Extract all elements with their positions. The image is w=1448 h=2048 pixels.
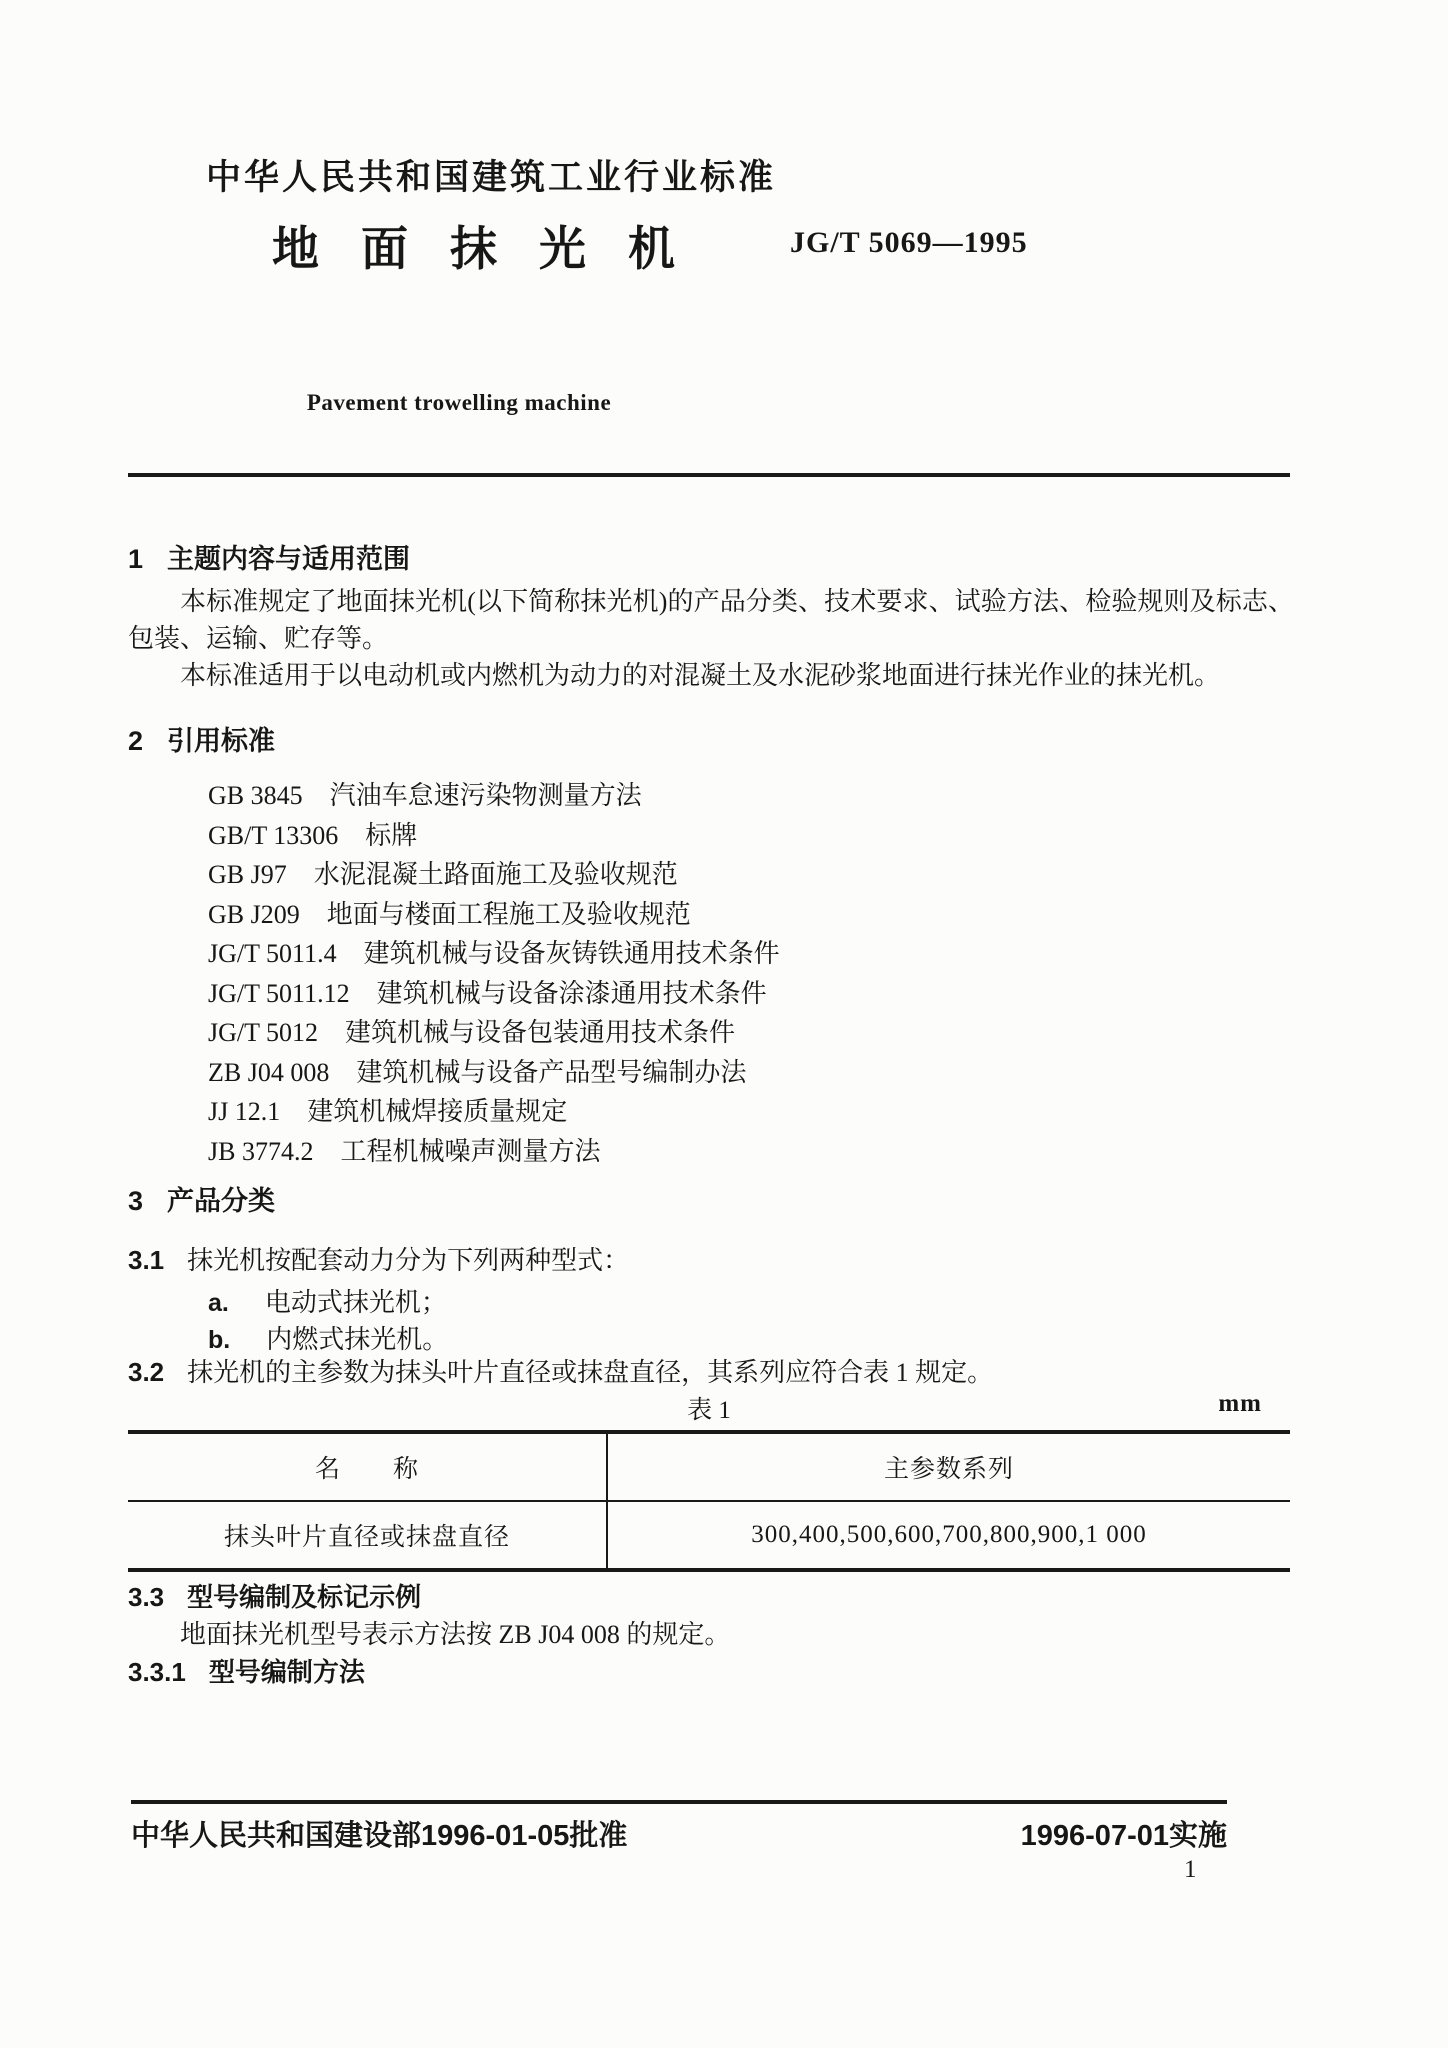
list-item-a-marker: a. — [208, 1289, 229, 1317]
list-item-b — [208, 1319, 448, 1356]
table1-cell-parameter-name — [128, 1502, 608, 1568]
document-title-cn: 地面抹光机 — [272, 222, 717, 275]
reference-code: ZB J04 008 — [208, 1057, 330, 1087]
clause-3-3-1-text: 型号编制方法 — [208, 1657, 365, 1687]
table1-unit-label: mm — [1218, 1390, 1262, 1417]
section1-body — [128, 583, 1294, 694]
reference-code: GB J97 — [208, 860, 287, 889]
implementation-statement — [1021, 1813, 1227, 1854]
reference-code: JB 3774.2 — [208, 1136, 314, 1166]
reference-code: GB 3845 — [208, 781, 303, 810]
implementation-date: 1996-07-01 — [1020, 1820, 1169, 1852]
section2-heading-text: 引用标准 — [167, 726, 276, 756]
reference-item — [208, 974, 780, 1014]
reference-item — [208, 855, 780, 895]
section1-number: 1 — [128, 544, 144, 574]
approval-date: 1996-01-05 — [421, 1820, 570, 1852]
table1-header-cell-series — [608, 1434, 1290, 1500]
section1-paragraph-2: 本标准适用于以电动机或内燃机为动力的对混凝土及水泥砂浆地面进行抹光作业的抹光机。 — [180, 661, 1221, 690]
section1-heading-text: 主题内容与适用范围 — [167, 544, 411, 574]
reference-code: JG/T 5012 — [208, 1018, 319, 1047]
reference-title: 建筑机械与设备涂漆通用技术条件 — [376, 978, 767, 1008]
reference-code: GB J209 — [208, 899, 300, 929]
clause-3-3-1 — [128, 1652, 365, 1689]
clause-3-2 — [128, 1352, 993, 1389]
section1-heading — [128, 537, 410, 576]
list-item-b-text: 内燃式抹光机。 — [266, 1325, 449, 1354]
standard-class-title: 中华人民共和国建筑工业行业标准 — [206, 158, 777, 197]
approval-label: 批准 — [569, 1820, 628, 1852]
approval-org: 中华人民共和国建设部 — [131, 1820, 422, 1852]
table1-caption: 表 1 — [687, 1397, 731, 1424]
list-item-a — [208, 1282, 447, 1319]
reference-item — [208, 895, 780, 935]
clause-3-1-text: 抹光机按配套动力分为下列两种型式： — [187, 1246, 630, 1275]
reference-item — [208, 1132, 780, 1172]
clause-3-3 — [128, 1577, 421, 1614]
clause-3-3-text: 型号编制及标记示例 — [187, 1582, 422, 1612]
section1-paragraph-1: 本标准规定了地面抹光机(以下简称抹光机)的产品分类、技术要求、试验方法、检验规则及标志、包装、运输、贮存等。 — [128, 587, 1294, 653]
clause-3-2-number: 3.2 — [128, 1357, 165, 1387]
reference-title: 汽油车怠速污染物测量方法 — [329, 781, 642, 810]
reference-title: 建筑机械与设备包装通用技术条件 — [345, 1018, 736, 1047]
header-divider-rule — [128, 473, 1290, 477]
table1-header-cell-name — [128, 1434, 608, 1500]
footer-row — [131, 1813, 1227, 1854]
clause-3-1-number: 3.1 — [128, 1245, 165, 1275]
clause-3-2-text: 抹光机的主参数为抹头叶片直径或抹盘直径，其系列应符合表 1 规定。 — [187, 1358, 994, 1387]
document-title-en: Pavement trowelling machine — [306, 390, 612, 415]
reference-code: JJ 12.1 — [208, 1097, 281, 1126]
standard-number: JG/T 5069—1995 — [790, 226, 1028, 259]
table1-parameter-name-text: 抹头叶片直径或抹盘直径 — [223, 1524, 510, 1551]
reference-title: 水泥混凝土路面施工及验收规范 — [313, 860, 678, 889]
clause-3-3-number: 3.3 — [128, 1582, 165, 1612]
reference-title: 建筑机械焊接质量规定 — [307, 1097, 568, 1126]
approval-statement — [131, 1813, 627, 1854]
reference-title: 建筑机械与设备灰铸铁通用技术条件 — [363, 939, 780, 968]
referenced-standards-list — [208, 776, 780, 1171]
reference-code: JG/T 5011.12 — [208, 978, 350, 1008]
table1-parameter-values-text: 300,400,500,600,700,800,900,1 000 — [751, 1521, 1147, 1548]
table1-cell-parameter-values — [608, 1502, 1290, 1568]
table1-header-row — [128, 1434, 1290, 1502]
table1 — [128, 1430, 1290, 1572]
reference-item — [208, 1013, 780, 1053]
table1-caption-row — [128, 1390, 1290, 1422]
reference-title: 标牌 — [365, 820, 418, 850]
footer-divider-rule — [131, 1800, 1227, 1804]
reference-item — [208, 1092, 780, 1132]
reference-item — [208, 1053, 780, 1093]
clause-3-3-1-number: 3.3.1 — [128, 1657, 186, 1687]
reference-code: GB/T 13306 — [208, 820, 339, 850]
reference-title: 工程机械噪声测量方法 — [340, 1136, 601, 1166]
reference-title: 地面与楼面工程施工及验收规范 — [326, 899, 691, 929]
reference-item — [208, 816, 780, 856]
list-item-b-marker: b. — [208, 1326, 231, 1354]
section2-heading — [128, 719, 275, 758]
list-item-a-text: 电动式抹光机； — [264, 1288, 447, 1317]
table1-col2-header-text: 主参数系列 — [883, 1456, 1014, 1483]
section2-number: 2 — [128, 726, 144, 756]
table1-col1-header-text: 名 称 — [314, 1456, 419, 1483]
clause-3-3-body: 地面抹光机型号表示方法按 ZB J04 008 的规定。 — [180, 1620, 731, 1649]
reference-item — [208, 934, 780, 974]
implementation-label: 实施 — [1168, 1820, 1227, 1852]
table1-data-row — [128, 1502, 1290, 1568]
reference-item — [208, 776, 780, 816]
section3-heading — [128, 1179, 275, 1218]
page-number: 1 — [1184, 1856, 1197, 1883]
clause-3-1 — [128, 1240, 629, 1277]
section3-heading-text: 产品分类 — [167, 1186, 276, 1216]
section3-number: 3 — [128, 1186, 144, 1216]
reference-code: JG/T 5011.4 — [208, 939, 337, 968]
reference-title: 建筑机械与设备产品型号编制办法 — [356, 1057, 747, 1087]
